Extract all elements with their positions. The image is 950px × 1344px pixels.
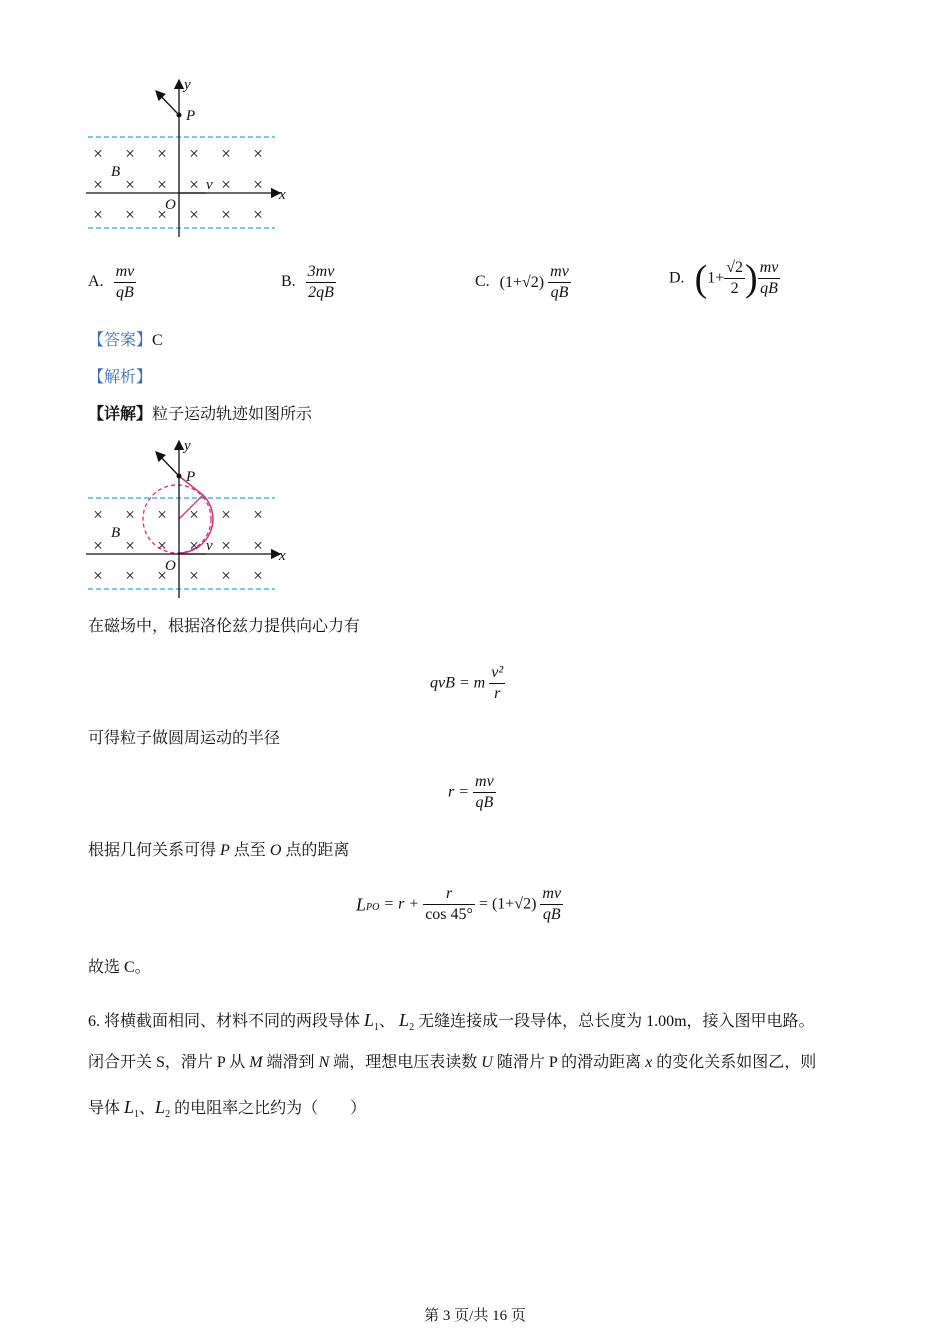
figure-2 [80,436,300,606]
cross-mark: × [157,205,167,224]
cross-mark: × [125,175,135,194]
option-c[interactable]: C. (1+√2) $\frac{mv}{qB}$ [475,263,569,301]
cross-mark: × [189,144,199,163]
label-x: x [279,548,286,564]
q6-line-3: 导体 $L_1$、$L_2$ 的电阻率之比约为（ ） [88,1097,367,1121]
equation-force: qvB = m $\frac{\text{v²}}{r}$ [430,664,504,702]
label-v: v [206,177,213,193]
option-a[interactable]: A. $\frac{mv}{qB}$ [88,263,135,301]
cross-mark: × [189,566,199,585]
cross-mark: × [125,144,135,163]
cross-mark: × [93,566,103,585]
detail-line: 【详解】粒子运动轨迹如图所示 [88,406,313,423]
cross-mark: × [157,536,167,555]
cross-mark: × [253,536,263,555]
cross-mark: × [157,175,167,194]
cross-mark: × [93,144,103,163]
q6-line-1: 6. 将横截面相同、材料不同的两段导体 $L_1$、 $L_2$ 无缝连接成一段导体，总长度为 1.00m，接入图甲电路。 [88,1010,815,1034]
label-y: y [184,77,191,93]
text-lorentz: 在磁场中，根据洛伦兹力提供向心力有 [88,618,361,635]
velocity-arrow-p [156,452,179,476]
label-o: O [165,197,176,213]
cross-mark: × [93,536,103,555]
cross-mark: × [221,144,231,163]
cross-mark: × [93,205,103,224]
answer-line: 【答案】C [88,332,163,349]
text-geometry: 根据几何关系可得 P 点至 O 点的距离 [88,842,350,859]
cross-mark: × [93,175,103,194]
cross-mark: × [125,205,135,224]
label-y: y [184,438,191,454]
cross-mark: × [93,505,103,524]
trajectory-dashed-circle [143,485,211,553]
label-p: P [186,108,196,124]
option-d[interactable]: D. (1+ $\frac{√2}{2}$ ) $\frac{mv}{qB}$ [669,257,779,300]
q6-line-2: 闭合开关 S，滑片 P 从 M 端滑到 N 端，理想电压表读数 U 随滑片 P 的滑动距离 x 的变化关系如图乙，则 [88,1054,817,1071]
option-b[interactable]: B. $\frac{3mv}{2qB}$ [281,263,335,301]
label-v: v [206,538,213,554]
text-radius: 可得粒子做圆周运动的半径 [88,730,281,747]
cross-mark: × [253,566,263,585]
cross-mark: × [253,505,263,524]
cross-mark: × [157,144,167,163]
label-x: x [279,187,286,203]
label-o: O [165,558,176,574]
cross-mark: × [189,175,199,194]
cross-mark: × [125,566,135,585]
cross-mark: × [125,536,135,555]
cross-mark: × [125,505,135,524]
label-b: B [111,525,121,541]
cross-mark: × [253,205,263,224]
label-p: P [186,469,196,485]
page-footer: 第 3 页/共 16 页 [424,1308,526,1324]
cross-mark: × [157,566,167,585]
cross-mark: × [189,505,199,524]
label-b: B [111,164,121,180]
cross-mark: × [221,536,231,555]
conclusion: 故选 C。 [88,959,151,976]
cross-mark: × [221,205,231,224]
cross-mark: × [253,144,263,163]
cross-mark: × [189,205,199,224]
analysis-line: 【解析】 [88,369,153,386]
equation-distance: $L_{PO} = r$ + $\frac{r}{\cos 45^\circ}$ = (1+√2) $\frac{mv}{qB}$ [356,885,562,923]
figure-1 [80,75,300,245]
cross-mark: × [221,566,231,585]
cross-mark: × [189,536,199,555]
cross-mark: × [253,175,263,194]
cross-mark: × [157,505,167,524]
point-p-dot [177,474,182,479]
point-p-dot [177,113,182,118]
velocity-arrow-p [156,91,179,115]
equation-radius: r = $\frac{mv}{qB}$ [448,773,494,811]
cross-mark: × [221,505,231,524]
cross-mark: × [221,175,231,194]
